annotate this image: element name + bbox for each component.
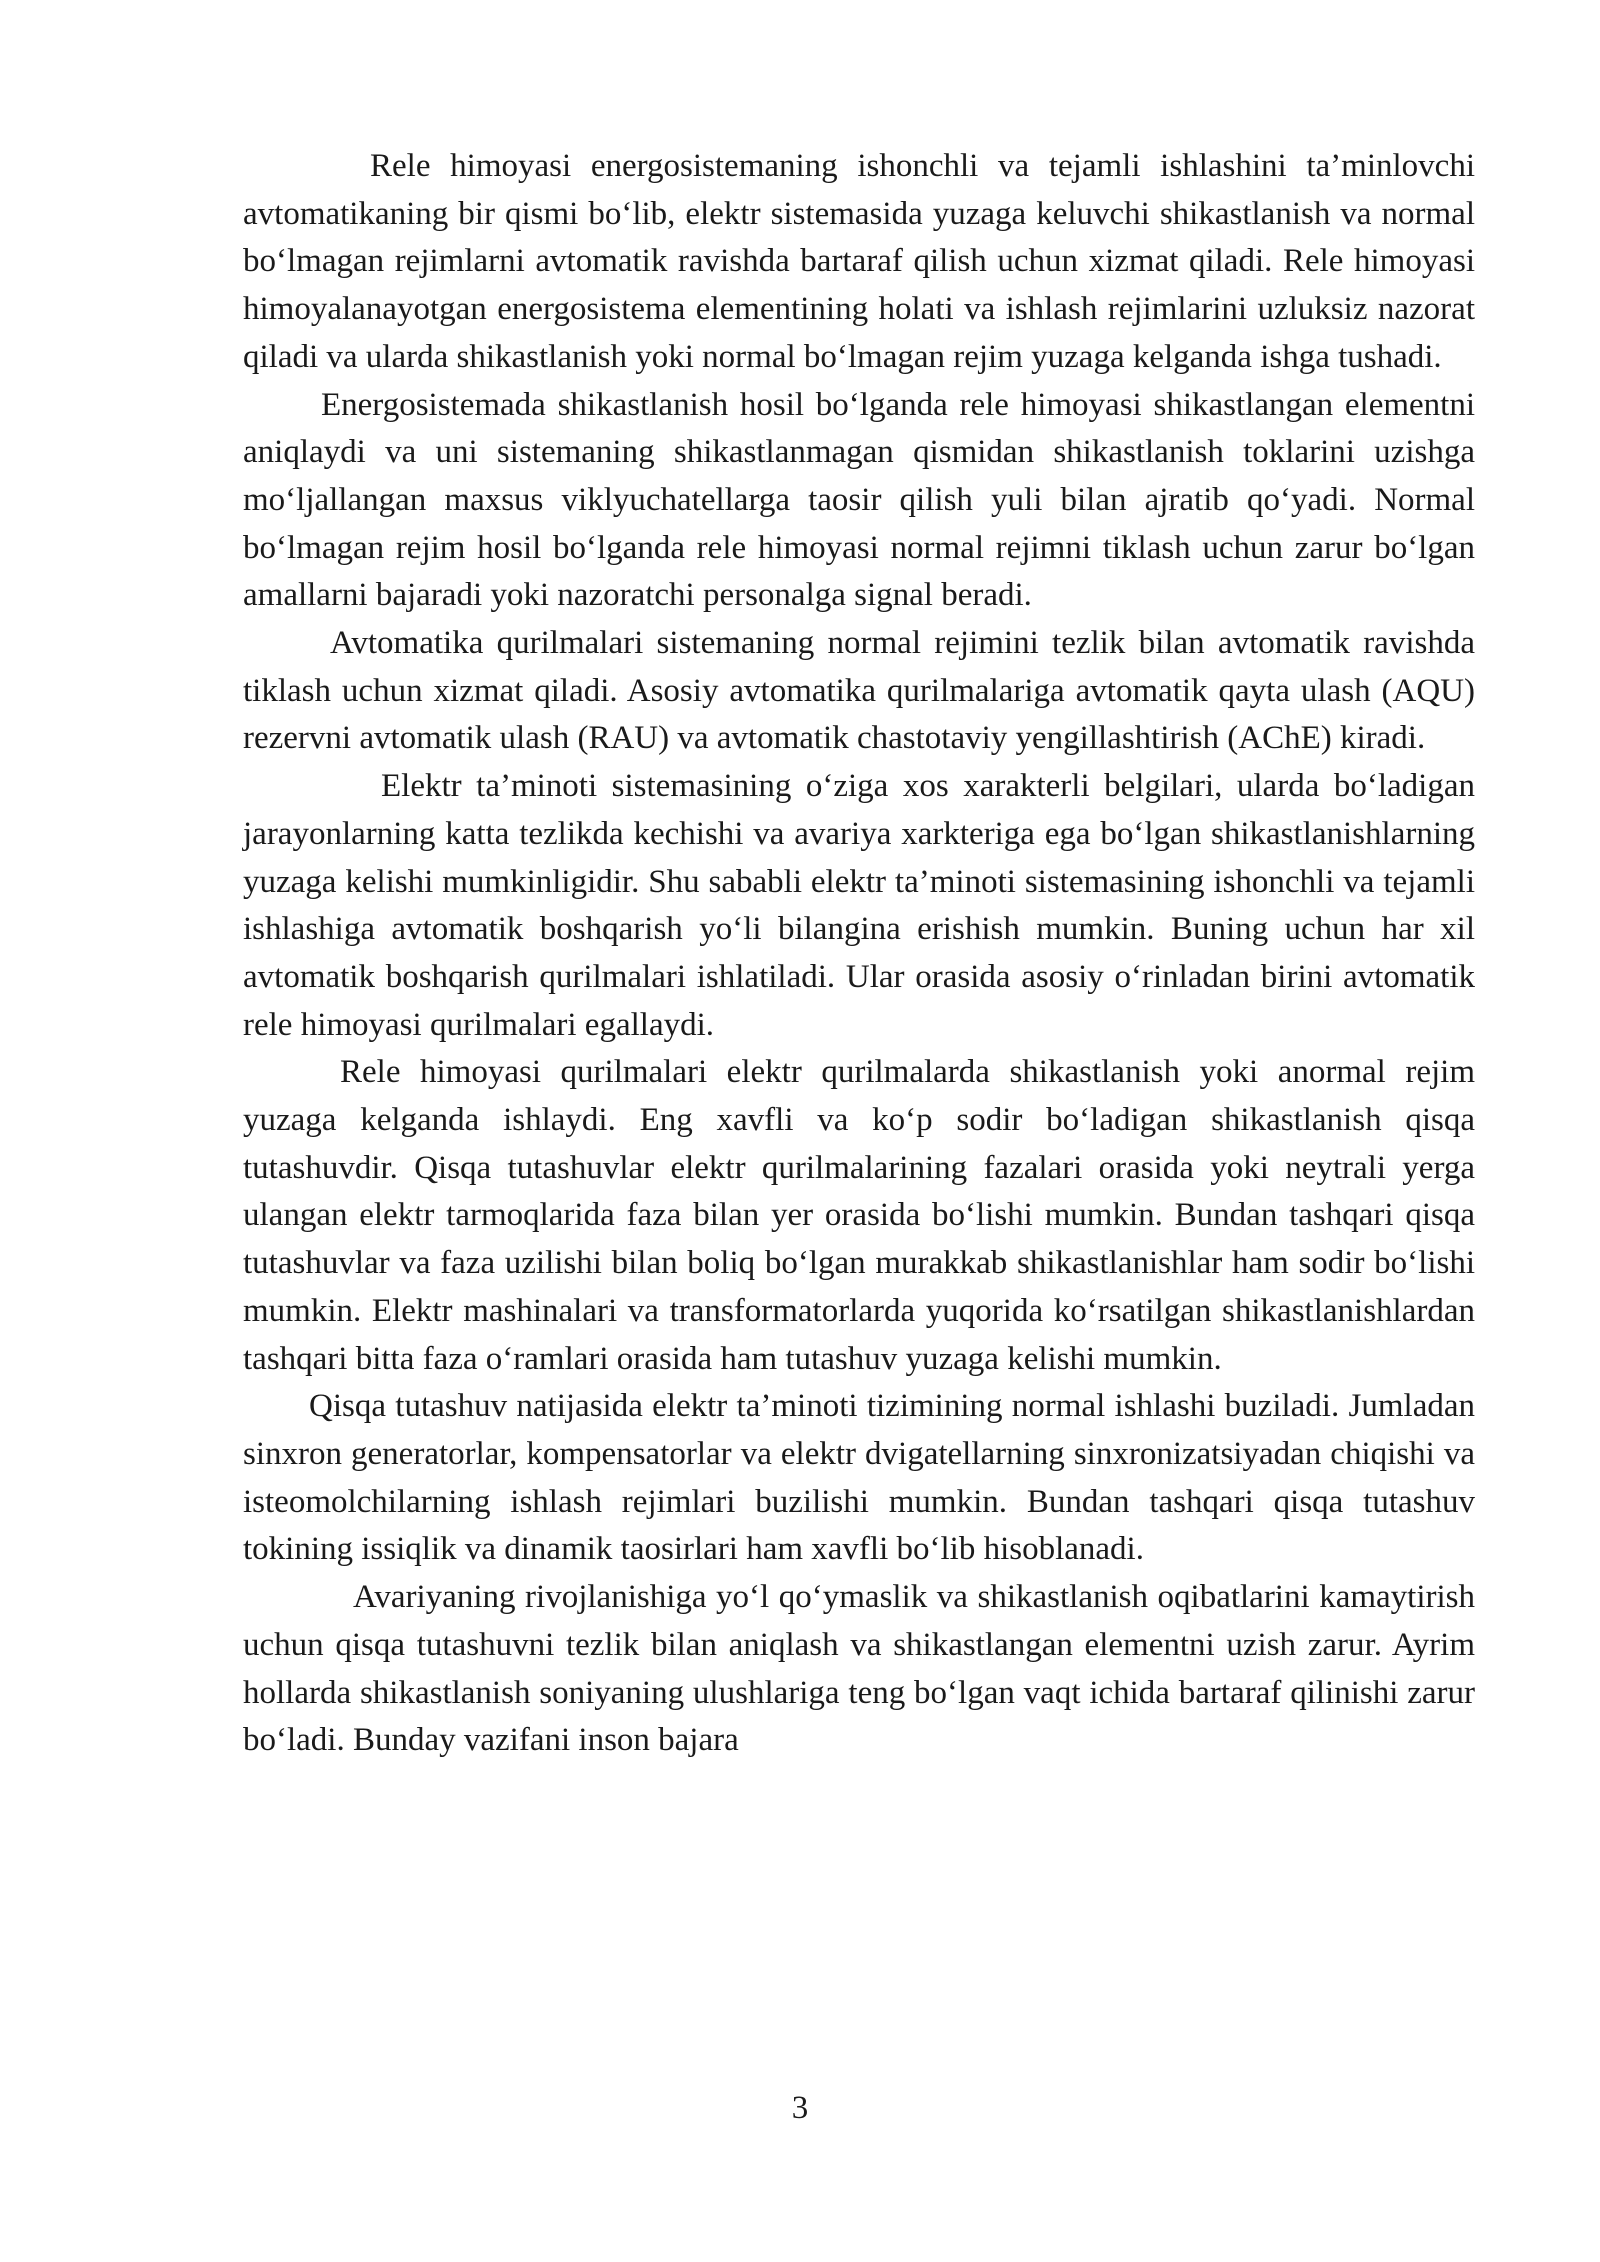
paragraph: Energosistemada shikastlanish hosil bo‘lganda rele himoyasi shikastlangan elementni aniqlaydi va uni sistemaning shikastlanmagan qismidan shikastlanish toklarini uzishga mo‘ljallangan maxsus viklyuchatellarga taosir qilish yuli bilan ajratib qo‘yadi. Normal bo‘lmagan rejim hosil bo‘lganda rele himoyasi normal rejimni tiklash uchun zarur bo‘lgan amallarni bajaradi yoki nazoratchi personalga signal beradi. <box>243 386 1475 614</box>
body-text <box>243 143 1475 1765</box>
paragraph: Avariyaning rivojlanishiga yo‘l qo‘ymaslik va shikastlanish oqibatlarini kamaytirish uchun qisqa tutashuvni tezlik bilan aniqlash va shikastlangan elementni uzish zarur. Ayrim hollarda shikastlanish soniyaning ulushlariga teng bo‘lgan vaqt ichida bartaraf qilinishi zarur bo‘ladi. Bunday vazifani inson bajara <box>243 1579 1475 1759</box>
paragraph: Rele himoyasi qurilmalari elektr qurilmalarda shikastlanish yoki anormal rejim yuzaga kelganda ishlaydi. Eng xavfli va ko‘p sodir bo‘ladigan shikastlanish qisqa tutashuvdir. Qisqa tutashuvlar elektr qurilmalarining fazalari orasida yoki neytrali yerga ulangan elektr tarmoqlarida faza bilan yer orasida bo‘lishi mumkin. Bundan tashqari qisqa tutashuvlar va faza uzilishi bilan boliq bo‘lgan murakkab shikastlanishlar ham sodir bo‘lishi mumkin. Elektr mashinalari va transformatorlarda yuqorida ko‘rsatilgan shikastlanishlardan tashqari bitta faza o‘ramlari orasida ham tutashuv yuzaga kelishi mumkin. <box>243 1054 1475 1377</box>
page-number: 3 <box>791 2090 809 2126</box>
paragraph: Elektr ta’minoti sistemasining o‘ziga xos xarakterli belgilari, ularda bo‘ladigan jarayonlarning katta tezlikda kechishi va avariya xarkteriga ega bo‘lgan shikastlanishlarning yuzaga kelishi mumkinligidir. Shu sababli elektr ta’minoti sistemasining ishonchli va tejamli ishlashiga avtomatik boshqarish yo‘li bilangina erishish mumkin. Buning uchun har xil avtomatik boshqarish qurilmalari ishlatiladi. Ular orasida asosiy o‘rinladan birini avtomatik rele himoyasi qurilmalari egallaydi. <box>243 768 1475 1043</box>
paragraph: Rele himoyasi energosistemaning ishonchli va tejamli ishlashini ta’minlovchi avtomatikaning bir qismi bo‘lib, elektr sistemasida yuzaga keluvchi shikastlanish va normal bo‘lmagan rejimlarni avtomatik ravishda bartaraf qilish uchun xizmat qiladi. Rele himoyasi himoyalanayotgan energosistema elementining holati va ishlash rejimlarini uzluksiz nazorat qiladi va ularda shikastlanish yoki normal bo‘lmagan rejim yuzaga kelganda ishga tushadi. <box>243 148 1475 375</box>
paragraph: Avtomatika qurilmalari sistemaning normal rejimini tezlik bilan avtomatik ravishda tiklash uchun xizmat qiladi. Asosiy avtomatika qurilmalariga avtomatik qayta ulash (AQU) rezervni avtomatik ulash (RAU) va avtomatik chastotaviy yengillashtirish (AChE) kiradi. <box>243 625 1475 757</box>
paragraph: Qisqa tutashuv natijasida elektr ta’minoti tizimining normal ishlashi buziladi. Jumladan sinxron generatorlar, kompensatorlar va elektr dvigatellarning sinxronizatsiyadan chiqishi va isteomolchilarning ishlash rejimlari buzilishi mumkin. Bundan tashqari qisqa tutashuv tokining issiqlik va dinamik taosirlari ham xavfli bo‘lib hisoblanadi. <box>243 1388 1475 1568</box>
